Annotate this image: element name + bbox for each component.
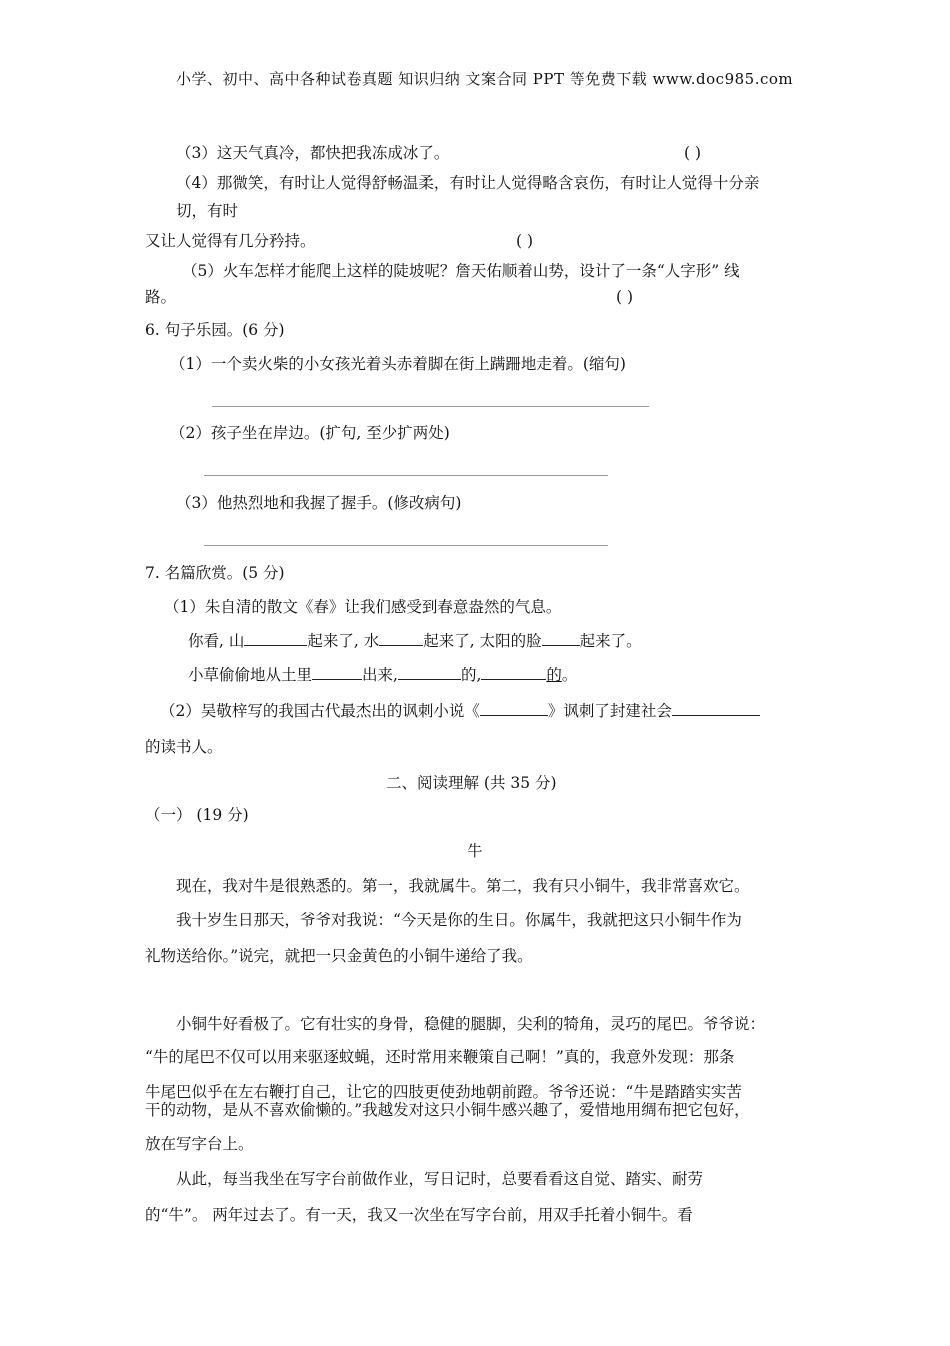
q7-blank-3[interactable] (542, 644, 580, 646)
q5-item5-answer-bracket[interactable]: ( ) (616, 288, 634, 306)
q7-fill2-text-a: 小草偷偷地从土里 (188, 666, 313, 684)
article-paragraph-line: 小铜牛好看极了。它有壮实的身骨，稳健的腿脚，尖利的犄角，灵巧的尾巴。爷爷说： (176, 1015, 766, 1033)
article-paragraph-line: 我十岁生日那天，爷爷对我说：“今天是你的生日。你属牛，我就把这只小铜牛作为 (176, 911, 742, 929)
q7-fill2-text-e: 。 (561, 666, 578, 684)
q5-item3-answer-bracket[interactable]: ( ) (684, 144, 702, 162)
q7-fill1-text-c: 起来了, 太阳的脸 (423, 632, 542, 650)
article-title: 牛 (467, 842, 483, 860)
q7-blank-6[interactable] (481, 678, 546, 680)
article-paragraph-line: 放在写字台上。 (145, 1135, 254, 1153)
q5-item3-text: （3）这天气真冷，都快把我冻成冰了。 (176, 144, 450, 162)
q7-fill-line2 (188, 668, 577, 684)
article-paragraph-line: 从此，每当我坐在写字台前做作业，写日记时，总要看看这自觉、踏实、耐劳 (176, 1170, 704, 1188)
q6-answer-line2[interactable] (204, 475, 608, 476)
q5-item4-line3: 又让人觉得有几分矜持。 (145, 232, 316, 250)
q7-blank-7[interactable] (480, 714, 548, 716)
q7-sentence2-end: 的读书人。 (145, 738, 223, 756)
page-header: 小学、初中、高中各种试卷真题 知识归纳 文案合同 PPT 等免费下载 www.doc985.com (176, 70, 794, 88)
article-paragraph-line: 的“牛”。 两年过去了。有一天，我又一次坐在写字台前，用双手托着小铜牛。看 (145, 1206, 693, 1224)
q7-blank-4[interactable] (312, 678, 362, 680)
section2-part1: （一） (19 分) (145, 806, 249, 824)
q7-blank-5[interactable] (398, 678, 461, 680)
q6-answer-line3[interactable] (204, 545, 608, 546)
q7-fill1-text-d: 起来了。 (579, 632, 642, 650)
q7-sentence1: （1）朱自清的散文《春》让我们感受到春意盎然的气息。 (164, 598, 562, 616)
q6-sentence1: （1）一个卖火柴的小女孩光着头赤着脚在街上蹒跚地走着。(缩句) (170, 355, 626, 373)
q7-fill2-text-b: 出来, (362, 666, 398, 684)
q7-sentence2 (160, 704, 760, 720)
q6-answer-line1[interactable] (212, 406, 649, 407)
q6-title: 6. 句子乐园。(6 分) (145, 321, 285, 339)
article-paragraph-line: 现在，我对牛是很熟悉的。第一，我就属牛。第二，我有只小铜牛，我非常喜欢它。 (176, 877, 750, 895)
q5-item4-line1: （4）那微笑，有时让人觉得舒畅温柔，有时让人觉得略含哀伤，有时让人觉得十分亲 (176, 174, 760, 192)
q6-sentence2: （2）孩子坐在岸边。(扩句, 至少扩两处) (170, 424, 450, 442)
q7-fill1-text-b: 起来了, 水 (307, 632, 380, 650)
q7-s2-text-a: （2）吴敬梓写的我国古代最杰出的讽刺小说《 (160, 702, 480, 720)
q7-blank-2[interactable] (379, 644, 423, 646)
q5-item4-answer-bracket[interactable]: ( ) (516, 232, 534, 250)
q7-blank-8[interactable] (672, 714, 760, 716)
q5-item4-line2: 切，有时 (176, 202, 239, 220)
q5-item5-line1: （5）火车怎样才能爬上这样的陡坡呢？詹天佑顺着山势，设计了一条“人字形” 线 (182, 262, 740, 280)
article-paragraph-line: 干的动物，是从不喜欢偷懒的。”我越发对这只小铜牛感兴趣了，爱惜地用绸布把它包好， (145, 1101, 750, 1119)
q6-sentence3: （3）他热烈地和我握了握手。(修改病句) (176, 494, 462, 512)
q7-blank-1[interactable] (244, 644, 307, 646)
q7-fill-line1 (188, 634, 642, 650)
q7-s2-text-b: 》讽刺了封建社会 (547, 702, 672, 720)
q7-title: 7. 名篇欣赏。(5 分) (145, 564, 285, 582)
q5-item5-line2: 路。 (145, 288, 177, 306)
article-paragraph-line: 礼物送给你。”说完，就把一只金黄色的小铜牛递给了我。 (145, 947, 533, 965)
article-paragraph-line: “牛的尾巴不仅可以用来驱逐蚊蝇，还时常用来鞭策自己啊！”真的，我意外发现：那条 (145, 1048, 735, 1066)
section2-title: 二、阅读理解 (共 35 分) (386, 774, 557, 792)
article-paragraph-line: 牛尾巴似乎在左右鞭打自己，让它的四肢更使劲地朝前蹬。爷爷还说：“牛是踏踏实实苦 (145, 1083, 742, 1101)
q7-fill2-text-c: 的, (460, 666, 482, 684)
q7-fill1-text-a: 你看, 山 (188, 632, 245, 650)
q7-fill2-text-d: 的 (546, 666, 562, 684)
